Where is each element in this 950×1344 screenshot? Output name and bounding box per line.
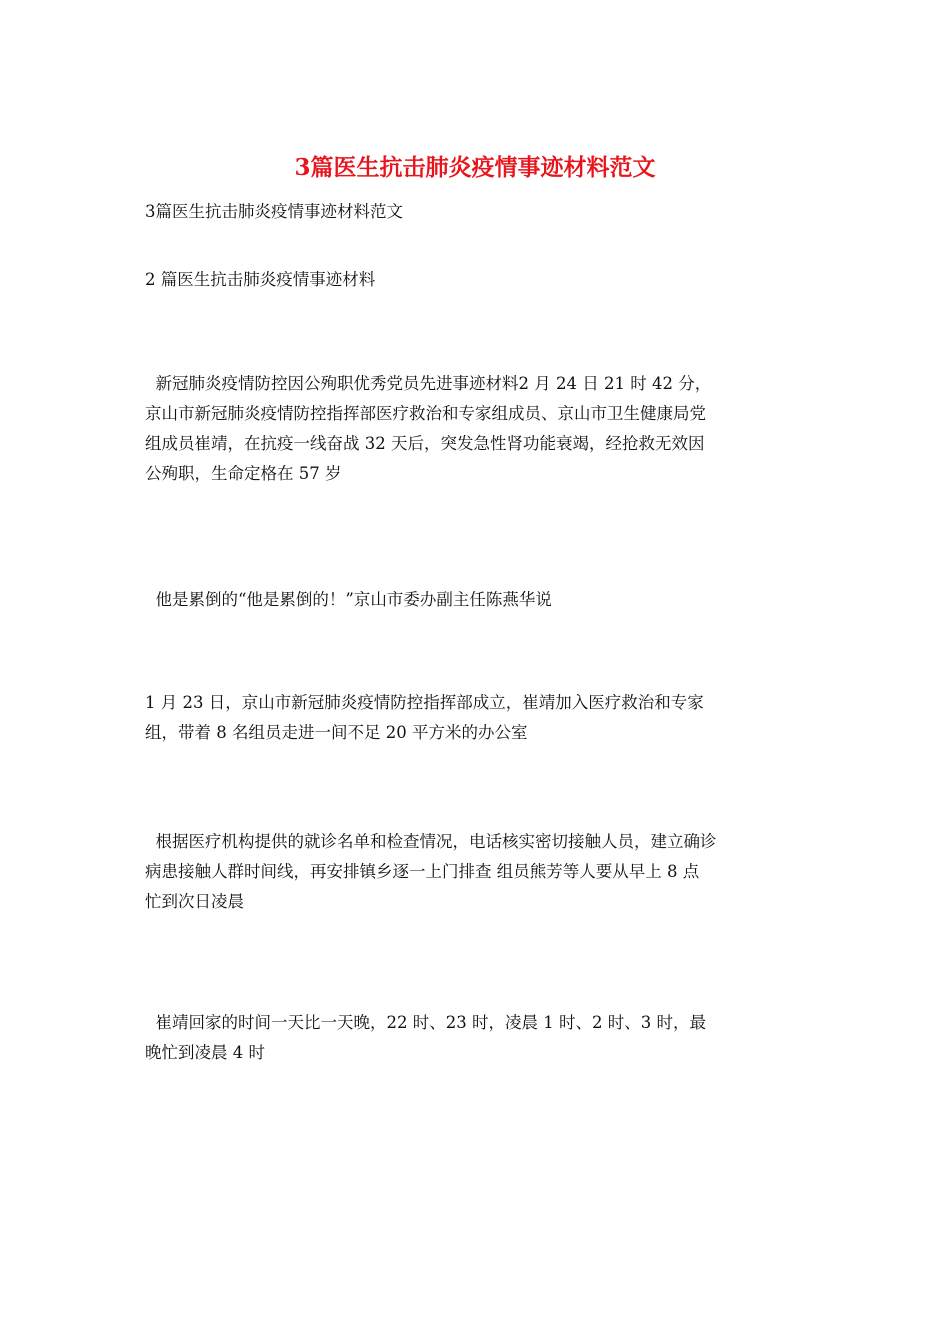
paragraph-setup <box>145 688 810 748</box>
paragraph-line: 公殉职，生命定格在 57 岁 <box>145 464 342 483</box>
paragraph-line: 3篇医生抗击肺炎疫情事迹材料范文 <box>145 202 403 221</box>
paragraph-line: 崔靖回家的时间一天比一天晚，22 时、23 时，凌晨 1 时、2 时、3 时，最 <box>145 1013 706 1032</box>
paragraph-line: 1 月 23 日，京山市新冠肺炎疫情防控指挥部成立，崔靖加入医疗救治和专家 <box>145 693 704 712</box>
paragraph-line: 他是累倒的“他是累倒的！”京山市委办副主任陈燕华说 <box>145 590 552 609</box>
paragraph-work <box>145 827 810 917</box>
paragraph-line: 组，带着 8 名组员走进一间不足 20 平方米的办公室 <box>145 723 528 742</box>
paragraph-line: 组成员崔靖，在抗疫一线奋战 32 天后，突发急性肾功能衰竭，经抢救无效因 <box>145 434 705 453</box>
paragraph-line: 根据医疗机构提供的就诊名单和检查情况，电话核实密切接触人员，建立确诊 <box>145 832 717 851</box>
paragraph-line: 京山市新冠肺炎疫情防控指挥部医疗救治和专家组成员、京山市卫生健康局党 <box>145 404 706 423</box>
paragraph-late-nights <box>145 1008 810 1068</box>
paragraph-subtitle <box>145 197 810 227</box>
paragraph-line: 病患接触人群时间线，再安排镇乡逐一上门排查 组员熊芳等人要从早上 8 点 <box>145 862 700 881</box>
paragraph-line: 新冠肺炎疫情防控因公殉职优秀党员先进事迹材料2 月 24 日 21 时 42 分， <box>145 374 712 393</box>
paragraph-line: 晚忙到凌晨 4 时 <box>145 1043 265 1062</box>
paragraph-intro <box>145 369 810 489</box>
paragraph-line: 2 篇医生抗击肺炎疫情事迹材料 <box>145 270 376 289</box>
paragraph-quote <box>145 585 810 615</box>
document-title: 3篇医生抗击肺炎疫情事迹材料范文 <box>294 154 656 181</box>
paragraph-line: 忙到次日凌晨 <box>145 892 244 911</box>
paragraph-heading <box>145 265 810 295</box>
